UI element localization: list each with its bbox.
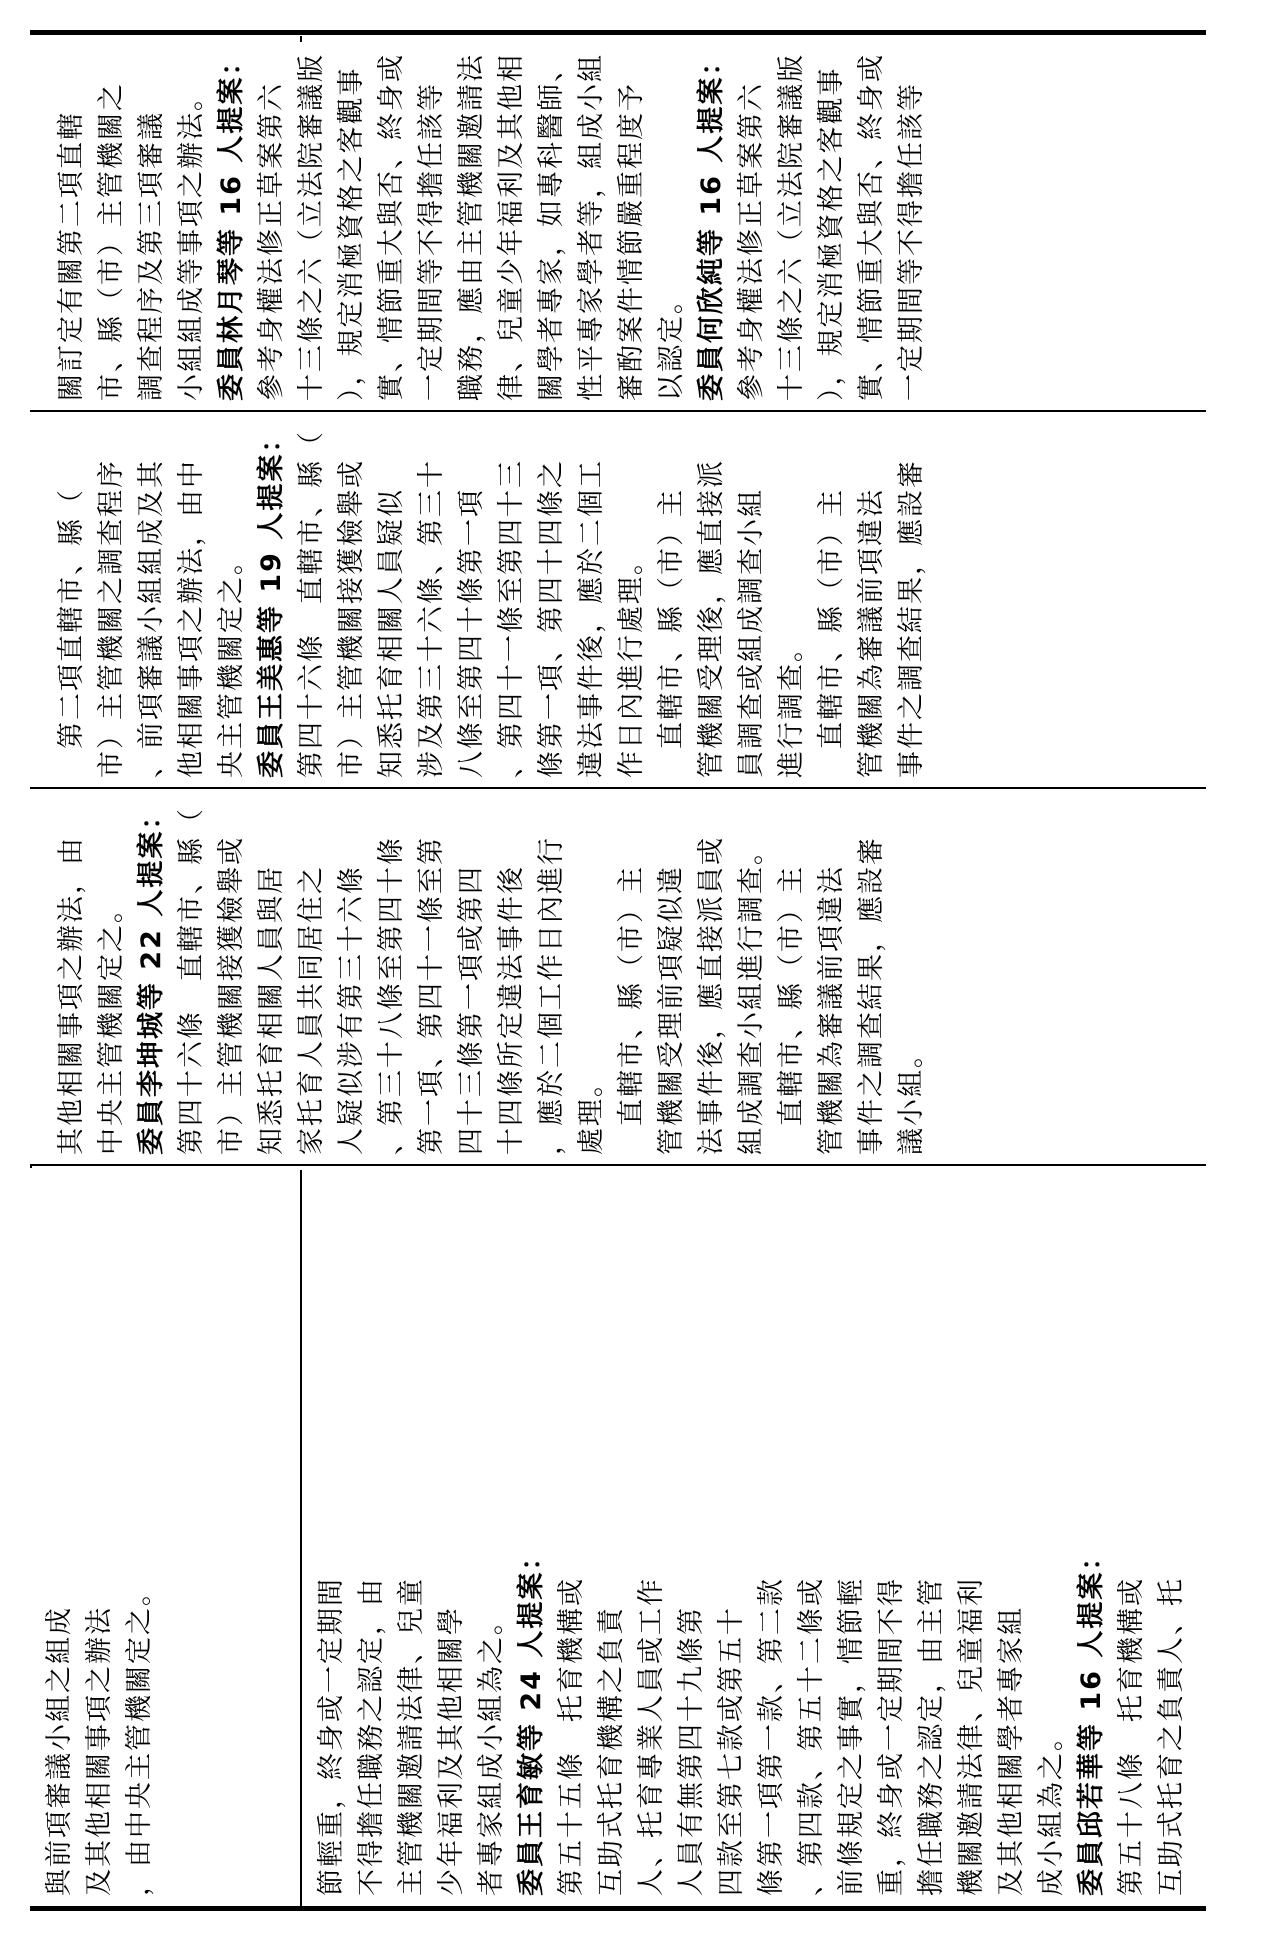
text-line: 、第四十一條至第四十三 bbox=[496, 459, 527, 778]
row-divider bbox=[300, 1170, 302, 1906]
text-line: 人疑似涉有第三十六條 bbox=[336, 865, 367, 1155]
top-rule bbox=[30, 30, 1206, 35]
text-line: 成小組為之。 bbox=[1036, 1722, 1067, 1896]
text-line: 央主管機關定之。 bbox=[216, 546, 247, 778]
text-line: 第一項、第四十一條至第 bbox=[416, 836, 447, 1155]
proposal-heading: 委員王美惠等 19 人提案： bbox=[256, 423, 287, 778]
text-line: 擔任職務之認定，由主管 bbox=[916, 1577, 947, 1896]
text-panel-0 bbox=[40, 1176, 160, 1896]
text-line: 管機關為審議前項違法 bbox=[816, 865, 847, 1155]
text-line: 第四十六條 直轄市、縣（ bbox=[176, 807, 207, 1155]
text-line: 事件之調查結果，應設審 bbox=[856, 836, 887, 1155]
text-line: 以認定。 bbox=[656, 285, 687, 401]
text-line: ，應於二個工作日內進行 bbox=[536, 836, 567, 1155]
text-line: 調查程序及第三項審議 bbox=[136, 111, 167, 401]
text-panel-4 bbox=[52, 41, 932, 401]
text-line: 律、兒童少年福利及其他相 bbox=[496, 53, 527, 401]
proposal-heading: 委員李坤城等 22 人提案： bbox=[136, 800, 167, 1155]
text-line: 十三條之六（立法院審議版 bbox=[296, 53, 327, 401]
text-line: 條第一項第一款、第二款 bbox=[756, 1577, 787, 1896]
band-separator bbox=[30, 410, 1206, 412]
text-line: 管機關為審議前項違法 bbox=[856, 488, 887, 778]
text-line: 第五十八條 托育機構或 bbox=[1116, 1577, 1147, 1896]
text-line: 審酌案件情節嚴重程度予 bbox=[616, 82, 647, 401]
text-line: 市、縣（市）主管機關之 bbox=[96, 82, 127, 401]
text-line: 互助式托育機構之負責 bbox=[596, 1606, 627, 1896]
text-line: 家托育人員共同居住之 bbox=[296, 865, 327, 1155]
text-line: 市）主管機關接獲檢舉或 bbox=[216, 836, 247, 1155]
text-line: 其他相關事項之辦法，由 bbox=[56, 836, 87, 1155]
text-line: 參考身權法修正草案第六 bbox=[256, 82, 287, 401]
text-line: 者專家組成小組為之。 bbox=[476, 1606, 507, 1896]
bottom-rule bbox=[30, 1906, 1206, 1911]
text-line: 知悉托育相關人員疑似 bbox=[376, 488, 407, 778]
text-line: 互助式托育之負責人、托 bbox=[1156, 1577, 1187, 1896]
text-line: 處理。 bbox=[576, 1068, 607, 1155]
text-line: 法事件後，應直接派員或 bbox=[696, 836, 727, 1155]
proposal-heading: 委員何欣純等 16 人提案： bbox=[696, 46, 727, 401]
text-line: 市）主管機關之調查程序 bbox=[96, 459, 127, 778]
text-line: 中央主管機關定之。 bbox=[96, 894, 127, 1155]
text-line: 職務，應由主管機關邀請法 bbox=[456, 53, 487, 401]
text-line: 第五十五條 托育機構或 bbox=[556, 1577, 587, 1896]
band-separator bbox=[30, 1164, 1206, 1166]
text-line: 與前項審議小組之組成 bbox=[44, 1606, 75, 1896]
text-line: 人員有無第四十九條第 bbox=[676, 1606, 707, 1896]
text-line: 、第三十八條至第四十條 bbox=[376, 836, 407, 1155]
proposal-heading: 委員邱若華等 16 人提案： bbox=[1076, 1541, 1107, 1896]
text-line: 直轄市、縣（市）主 bbox=[656, 488, 687, 778]
text-line: 進行調查。 bbox=[776, 633, 807, 778]
text-line: 性平專家學者等，組成小組 bbox=[576, 53, 607, 401]
text-line: 參考身權法修正草案第六 bbox=[736, 82, 767, 401]
text-line: 及其他相關學者專家組 bbox=[996, 1606, 1027, 1896]
text-line: 涉及第三十六條、第三十 bbox=[416, 459, 447, 778]
text-line: 少年福利及其他相關學 bbox=[436, 1606, 467, 1896]
text-line: 違法事件後，應於二個工 bbox=[576, 459, 607, 778]
text-panel-2 bbox=[52, 795, 932, 1155]
text-line: 市）主管機關接獲檢舉或 bbox=[336, 459, 367, 778]
text-line: 管機關受理後，應直接派 bbox=[696, 459, 727, 778]
text-line: 作日內進行處理。 bbox=[616, 546, 647, 778]
text-line: 前條規定之事實，情節輕 bbox=[836, 1577, 867, 1896]
proposal-heading: 委員王育敏等 24 人提案： bbox=[516, 1541, 547, 1896]
text-line: 人、托育專業人員或工作 bbox=[636, 1577, 667, 1896]
text-line: ），規定消極資格之客觀事 bbox=[816, 66, 847, 401]
text-line: 及其他相關事項之辦法 bbox=[84, 1606, 115, 1896]
text-line: 直轄市、縣（市）主 bbox=[776, 865, 807, 1155]
text-line: 直轄市、縣（市）主 bbox=[816, 488, 847, 778]
text-line: 四十三條第一項或第四 bbox=[456, 865, 487, 1155]
text-panel-3 bbox=[52, 418, 932, 778]
text-line: ），規定消極資格之客觀事 bbox=[336, 66, 367, 401]
text-line: 組成調查小組進行調查。 bbox=[736, 836, 767, 1155]
text-line: ，由中央主管機關定之。 bbox=[124, 1577, 155, 1896]
text-line: 議小組。 bbox=[896, 1039, 927, 1155]
text-line: 關訂定有關第二項直轄 bbox=[56, 111, 87, 401]
text-line: 知悉托育相關人員與居 bbox=[256, 865, 287, 1155]
text-line: 主管機關邀請法律、兒童 bbox=[396, 1577, 427, 1896]
text-panel-1 bbox=[312, 1176, 1192, 1896]
text-line: 十四條所定違法事件後 bbox=[496, 865, 527, 1155]
text-line: 直轄市、縣（市）主 bbox=[616, 865, 647, 1155]
band-separator bbox=[30, 787, 1206, 789]
text-line: 一定期間等不得擔任該等 bbox=[416, 82, 447, 401]
text-line: 第二項直轄市、縣（ bbox=[56, 488, 87, 778]
text-line: 、前項審議小組組成及其 bbox=[136, 459, 167, 778]
text-line: 實、情節重大與否、終身或 bbox=[376, 53, 407, 401]
text-line: 重，終身或一定期間不得 bbox=[876, 1577, 907, 1896]
text-line: 節輕重，終身或一定期間 bbox=[316, 1577, 347, 1896]
text-line: 條第一項、第四十四條之 bbox=[536, 459, 567, 778]
text-line: 十三條之六（立法院審議版 bbox=[776, 53, 807, 401]
text-line: 一定期間等不得擔任該等 bbox=[896, 82, 927, 401]
text-line: 關學者專家，如專科醫師、 bbox=[536, 53, 567, 401]
text-line: 四款至第七款或第五十 bbox=[716, 1606, 747, 1896]
text-line: 實、情節重大與否、終身或 bbox=[856, 53, 887, 401]
text-line: 機關邀請法律、兒童福利 bbox=[956, 1577, 987, 1896]
text-line: 第四十六條 直轄市、縣（ bbox=[296, 430, 327, 778]
text-line: 管機關受理前項疑似違 bbox=[656, 865, 687, 1155]
text-line: 員調查或組成調查小組 bbox=[736, 488, 767, 778]
text-line: 八條至第四十條第一項 bbox=[456, 488, 487, 778]
text-line: 他相關事項之辦法，由中 bbox=[176, 459, 207, 778]
text-line: 不得擔任職務之認定，由 bbox=[356, 1577, 387, 1896]
text-line: 小組組成等事項之辦法。 bbox=[176, 82, 207, 401]
text-line: 、第四款、第五十二條或 bbox=[796, 1577, 827, 1896]
proposal-heading: 委員林月琴等 16 人提案： bbox=[216, 46, 247, 401]
text-line: 事件之調查結果，應設審 bbox=[896, 459, 927, 778]
